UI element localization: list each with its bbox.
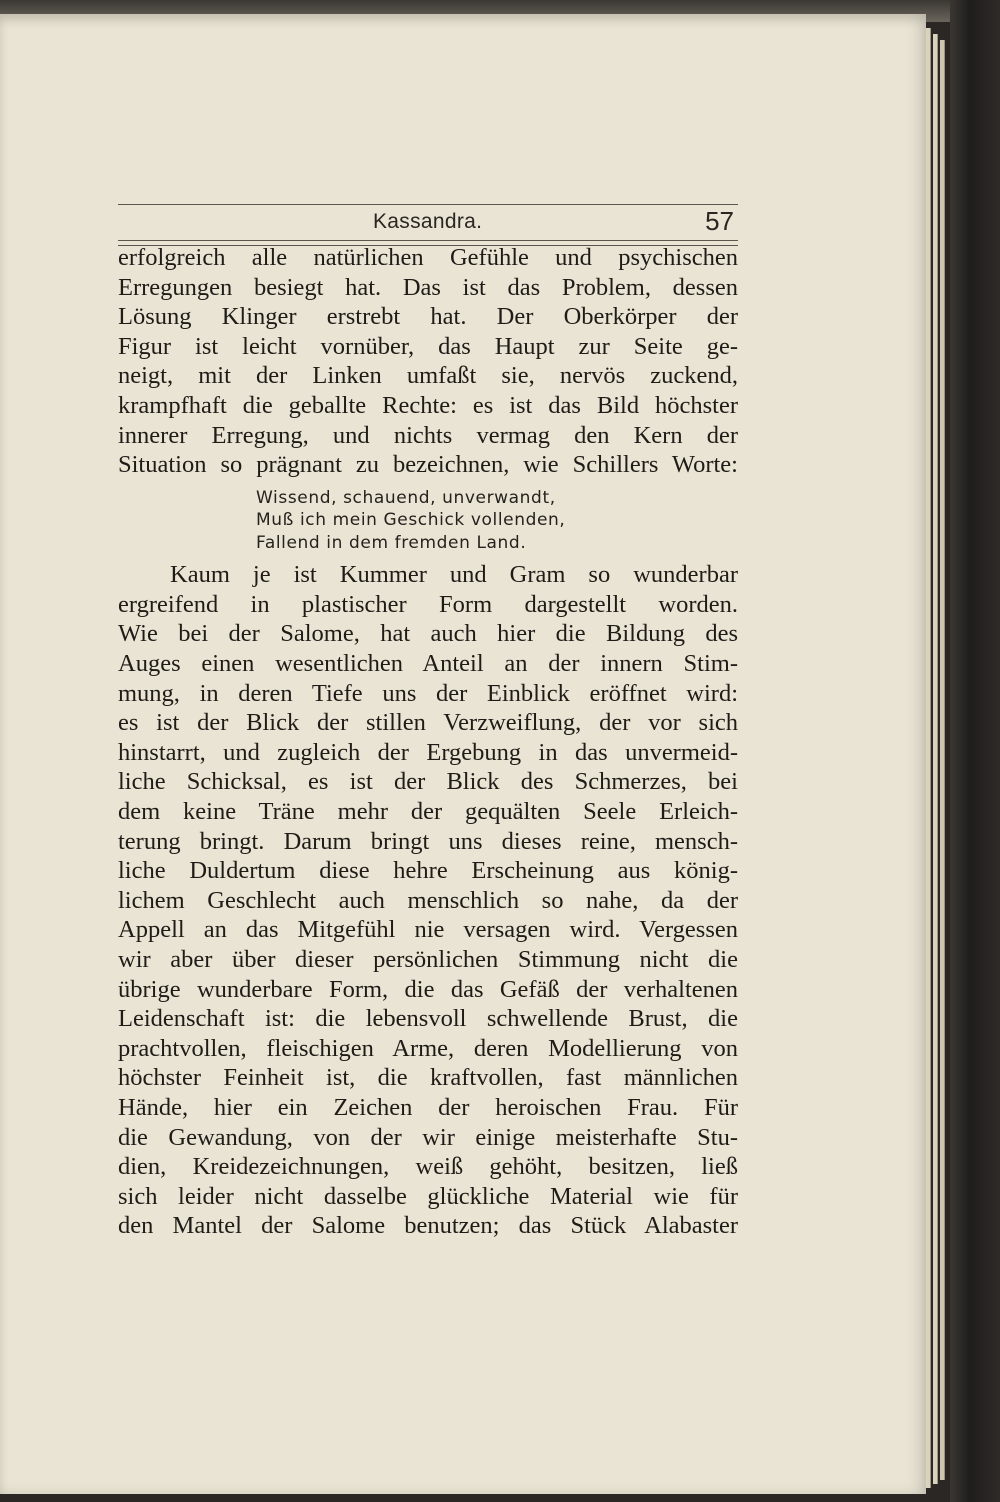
text-line: innerer Erregung, und nichts vermag den Kern der xyxy=(118,421,738,449)
verse-line: Wissend, schauend, unverwandt, xyxy=(256,487,556,508)
text-line: die Gewandung, von der wir einige meisterhafte Stu- xyxy=(118,1123,738,1151)
text-line: es ist der Blick der stillen Verzweiflung, der vor sich xyxy=(118,709,738,737)
text-line: terung bringt. Darum bringt uns dieses reine, mensch- xyxy=(118,827,738,855)
page-number: 57 xyxy=(705,206,734,236)
page-edge xyxy=(933,34,938,1484)
running-head xyxy=(118,204,738,244)
verse-line: Muß ich mein Geschick vollenden, xyxy=(256,510,566,531)
text-line: liche Duldertum diese hehre Erscheinung aus könig- xyxy=(118,857,738,885)
verse-line: Fallend in dem fremden Land. xyxy=(256,532,527,553)
text-line: Kaum je ist Kummer und Gram so wunderbar xyxy=(170,561,738,589)
text-line: übrige wunderbare Form, die das Gefäß der verhaltenen xyxy=(118,975,738,1003)
text-line: dien, Kreidezeichnungen, weiß gehöht, besitzen, ließ xyxy=(118,1153,738,1181)
text-line: Figur ist leicht vornüber, das Haupt zur Seite ge- xyxy=(118,332,738,360)
text-line: Wie bei der Salome, hat auch hier die Bildung des xyxy=(118,620,738,648)
text-line: krampfhaft die geballte Rechte: es ist das Bild höchster xyxy=(118,391,738,419)
running-head-title: Kassandra. xyxy=(373,210,483,233)
text-line: lichem Geschlecht auch menschlich so nahe, da der xyxy=(118,886,738,914)
text-line: Appell an das Mitgefühl nie versagen wird. Vergessen xyxy=(118,916,738,944)
text-line: Auges einen wesentlichen Anteil an der innern Stim- xyxy=(118,650,738,678)
text-line: dem keine Träne mehr der gequälten Seele Erleich- xyxy=(118,798,738,825)
text-line: mung, in deren Tiefe uns der Einblick eröffnet wird: xyxy=(118,679,738,707)
text-line: höchster Feinheit ist, die kraftvollen, fast männlichen xyxy=(118,1064,738,1092)
text-line: hinstarrt, und zugleich der Ergebung in das unvermeid- xyxy=(118,738,738,766)
paragraph-2 xyxy=(118,560,738,1241)
text-line: Lösung Klinger erstrebt hat. Der Oberkörper der xyxy=(118,303,738,331)
header-rule-top xyxy=(118,204,738,205)
text-line: sich leider nicht dasselbe glückliche Material wie für xyxy=(118,1182,738,1210)
text-line: prachtvollen, fleischigen Arme, deren Modellierung von xyxy=(118,1034,738,1062)
text-line: neigt, mit der Linken umfaßt sie, nervös zuckend, xyxy=(118,362,738,390)
text-line: ergreifend in plastischer Form dargestellt worden. xyxy=(118,590,738,618)
verse-quote xyxy=(256,487,738,555)
text-line: liche Schicksal, es ist der Blick des Schmerzes, bei xyxy=(118,768,738,796)
text-line: Erregungen besiegt hat. Das ist das Problem, dessen xyxy=(118,273,738,301)
text-line: Situation so prägnant zu bezeichnen, wie Schillers Worte: xyxy=(118,451,738,479)
paragraph-1 xyxy=(118,243,738,480)
text-line: den Mantel der Salome benutzen; das Stück Alabaster xyxy=(118,1212,738,1240)
body-text xyxy=(118,243,738,1241)
page-edge xyxy=(926,28,931,1488)
text-line: Leidenschaft ist: die lebensvoll schwellende Brust, die xyxy=(118,1005,738,1033)
page-edge xyxy=(940,40,945,1480)
book-binding xyxy=(950,0,1000,1502)
text-line: erfolgreich alle natürlichen Gefühle und psychischen xyxy=(118,244,738,271)
text-line: wir aber über dieser persönlichen Stimmung nicht die xyxy=(118,945,738,973)
text-line: Hände, hier ein Zeichen der heroischen Frau. Für xyxy=(118,1093,738,1121)
